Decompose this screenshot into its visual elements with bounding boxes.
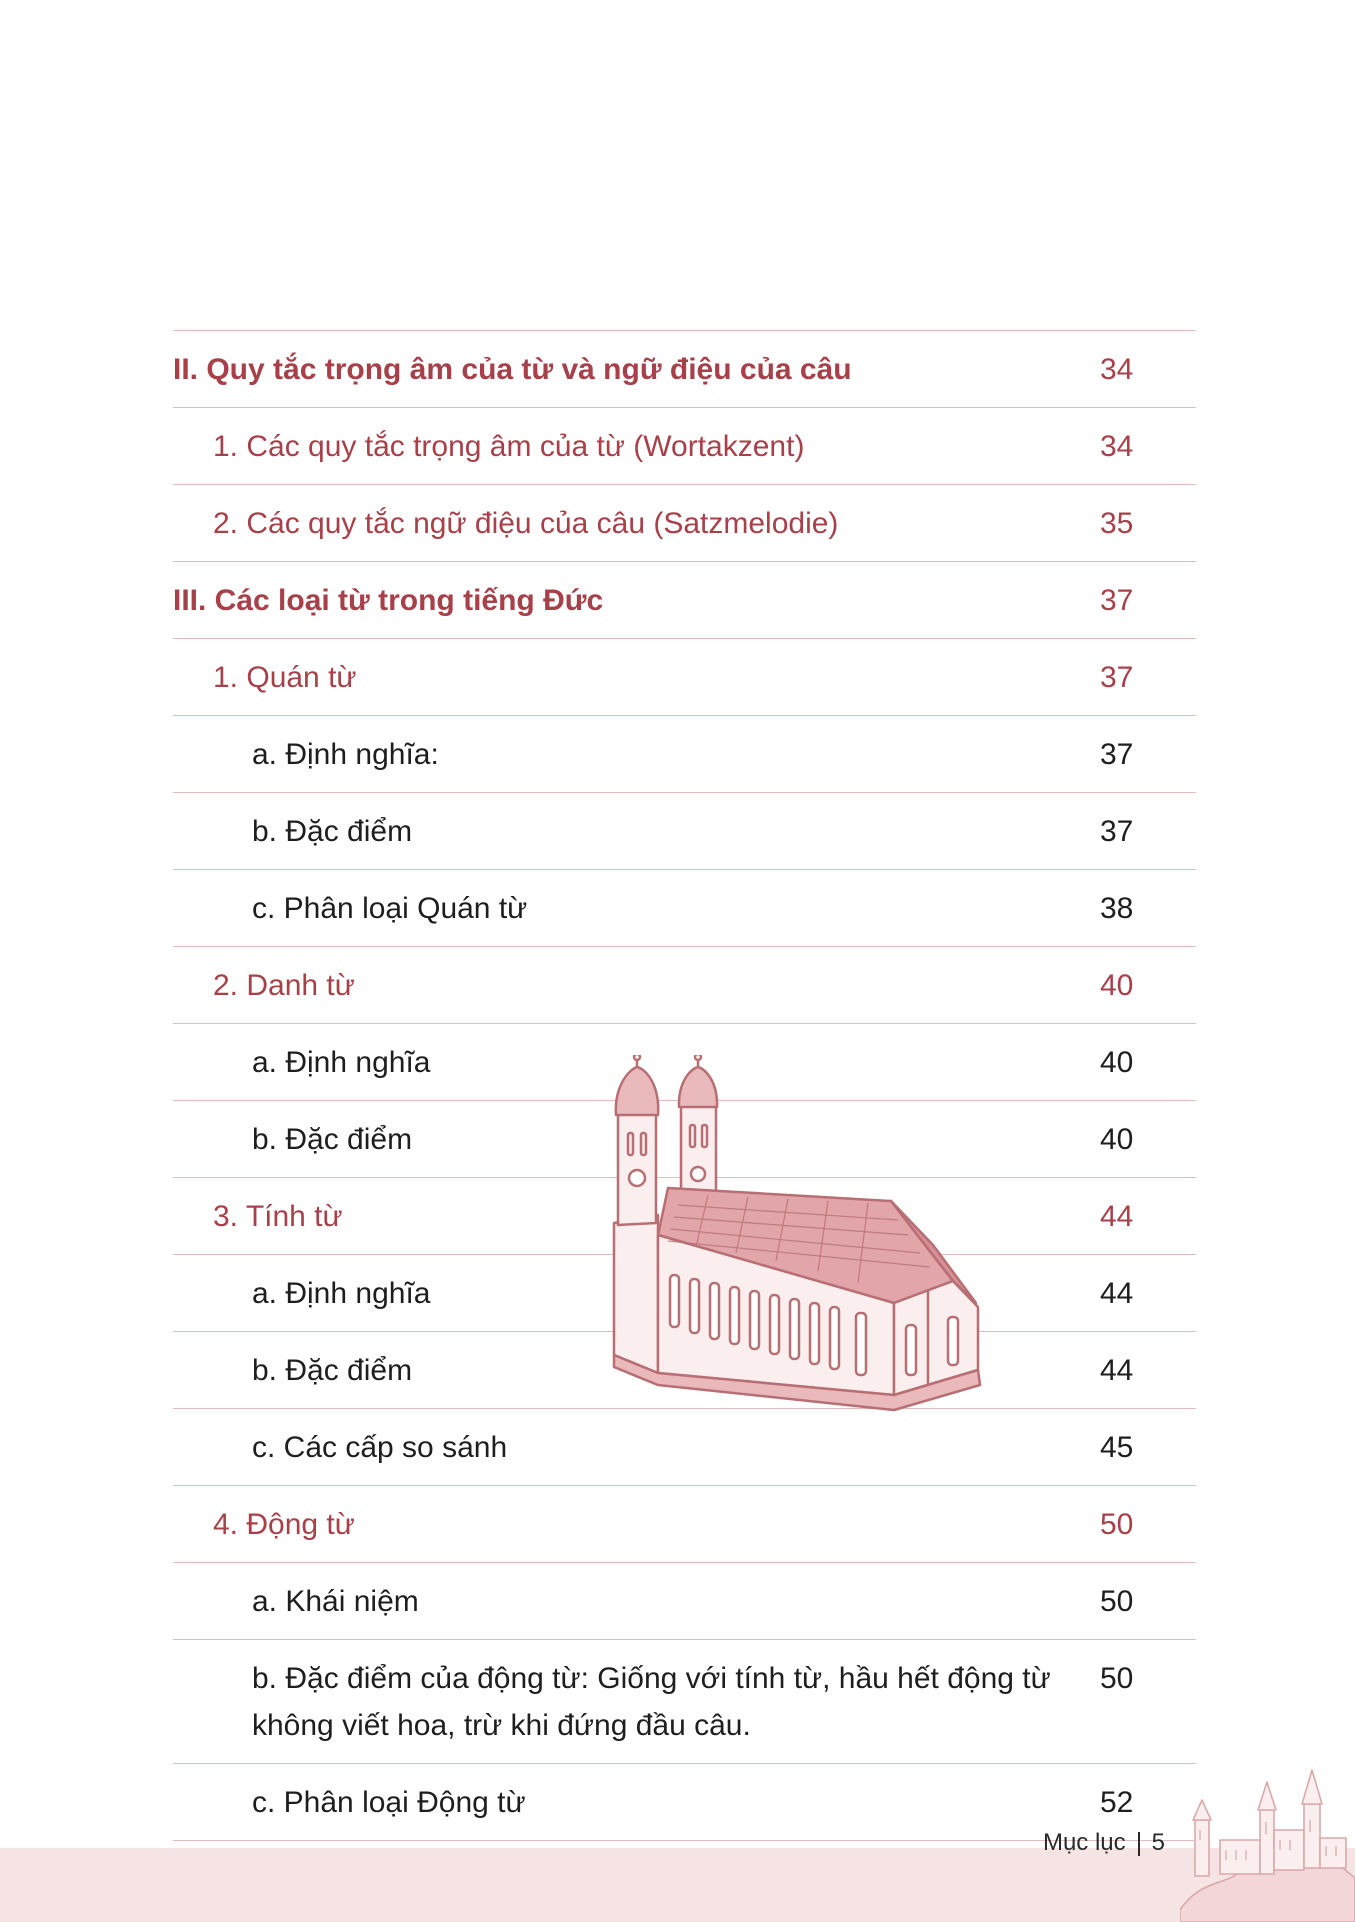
table-of-contents xyxy=(173,330,1196,1841)
toc-entry[interactable] xyxy=(173,639,1196,716)
toc-entry-page: 37 xyxy=(1100,815,1134,848)
toc-entry[interactable] xyxy=(173,1332,1196,1409)
toc-entry-title: 2. Danh từ xyxy=(213,969,355,1002)
toc-entry[interactable] xyxy=(173,716,1196,793)
toc-entry-page: 45 xyxy=(1100,1431,1134,1464)
toc-entry[interactable] xyxy=(173,870,1196,947)
toc-entry[interactable] xyxy=(173,408,1196,485)
toc-entry-page: 50 xyxy=(1100,1585,1134,1618)
toc-entry-page: 44 xyxy=(1100,1277,1134,1310)
toc-entry-page: 34 xyxy=(1100,430,1134,463)
toc-entry[interactable] xyxy=(173,1178,1196,1255)
toc-entry-title: b. Đặc điểm xyxy=(252,1123,413,1156)
toc-entry-title: a. Định nghĩa xyxy=(252,1277,431,1310)
toc-entry-title: a. Định nghĩa xyxy=(252,1046,431,1079)
toc-entry[interactable] xyxy=(173,1640,1196,1764)
toc-entry-page: 50 xyxy=(1100,1508,1134,1541)
toc-entry-page: 37 xyxy=(1100,584,1134,617)
toc-entry-page: 37 xyxy=(1100,661,1134,694)
toc-entry[interactable] xyxy=(173,485,1196,562)
toc-entry-title: a. Khái niệm xyxy=(252,1585,419,1618)
toc-entry-page: 44 xyxy=(1100,1354,1134,1387)
footer-divider xyxy=(1138,1832,1140,1856)
toc-entry-page: 52 xyxy=(1100,1786,1134,1819)
toc-entry-title: a. Định nghĩa: xyxy=(252,738,439,771)
toc-entry[interactable] xyxy=(173,793,1196,870)
toc-entry-page: 50 xyxy=(1100,1662,1134,1695)
toc-entry-title: II. Quy tắc trọng âm của từ và ngữ điệu của câu xyxy=(173,353,852,386)
toc-entry-page: 38 xyxy=(1100,892,1134,925)
toc-entry-title: c. Các cấp so sánh xyxy=(252,1431,508,1464)
castle-illustration xyxy=(1180,1760,1355,1922)
footer-section-label: Mục lục xyxy=(1042,1829,1126,1856)
toc-entry-title: 1. Quán từ xyxy=(213,661,357,694)
footer xyxy=(1043,1826,1165,1860)
toc-entry-page: 34 xyxy=(1100,353,1134,386)
toc-entry[interactable] xyxy=(173,562,1196,639)
toc-entry-title: 4. Động từ xyxy=(213,1508,355,1541)
toc-entry[interactable] xyxy=(173,1255,1196,1332)
toc-entry-title: 3. Tính từ xyxy=(213,1200,343,1233)
toc-entry[interactable] xyxy=(173,331,1196,408)
toc-entry-title: b. Đặc điểm xyxy=(252,1354,413,1387)
toc-entry-title: c. Phân loại Động từ xyxy=(252,1786,526,1819)
toc-entry[interactable] xyxy=(173,1563,1196,1640)
toc-entry[interactable] xyxy=(173,1024,1196,1101)
toc-entry[interactable] xyxy=(173,1486,1196,1563)
toc-entry[interactable] xyxy=(173,1101,1196,1178)
toc-entry-title: 2. Các quy tắc ngữ điệu của câu (Satzmelodie) xyxy=(213,507,839,540)
toc-entry-page: 37 xyxy=(1100,738,1134,771)
toc-entry-title: c. Phân loại Quán từ xyxy=(252,892,528,925)
toc-entry[interactable] xyxy=(173,947,1196,1024)
toc-entry-page: 44 xyxy=(1100,1200,1134,1233)
page-number: 5 xyxy=(1151,1829,1165,1856)
toc-entry-page: 35 xyxy=(1100,507,1134,540)
toc-entry-page: 40 xyxy=(1100,969,1134,1002)
toc-entry-title: b. Đặc điểm xyxy=(252,815,413,848)
toc-entry-title: b. Đặc điểm của động từ: Giống với tính từ, hầu hết động từ không viết hoa, trừ khi đứng đầu câu. xyxy=(252,1662,1051,1742)
toc-entry[interactable] xyxy=(173,1409,1196,1486)
toc-entry-page: 40 xyxy=(1100,1123,1134,1156)
toc-entry-title: III. Các loại từ trong tiếng Đức xyxy=(173,584,604,617)
toc-entry-title: 1. Các quy tắc trọng âm của từ (Wortakzent) xyxy=(213,430,805,463)
toc-entry-page: 40 xyxy=(1100,1046,1134,1079)
